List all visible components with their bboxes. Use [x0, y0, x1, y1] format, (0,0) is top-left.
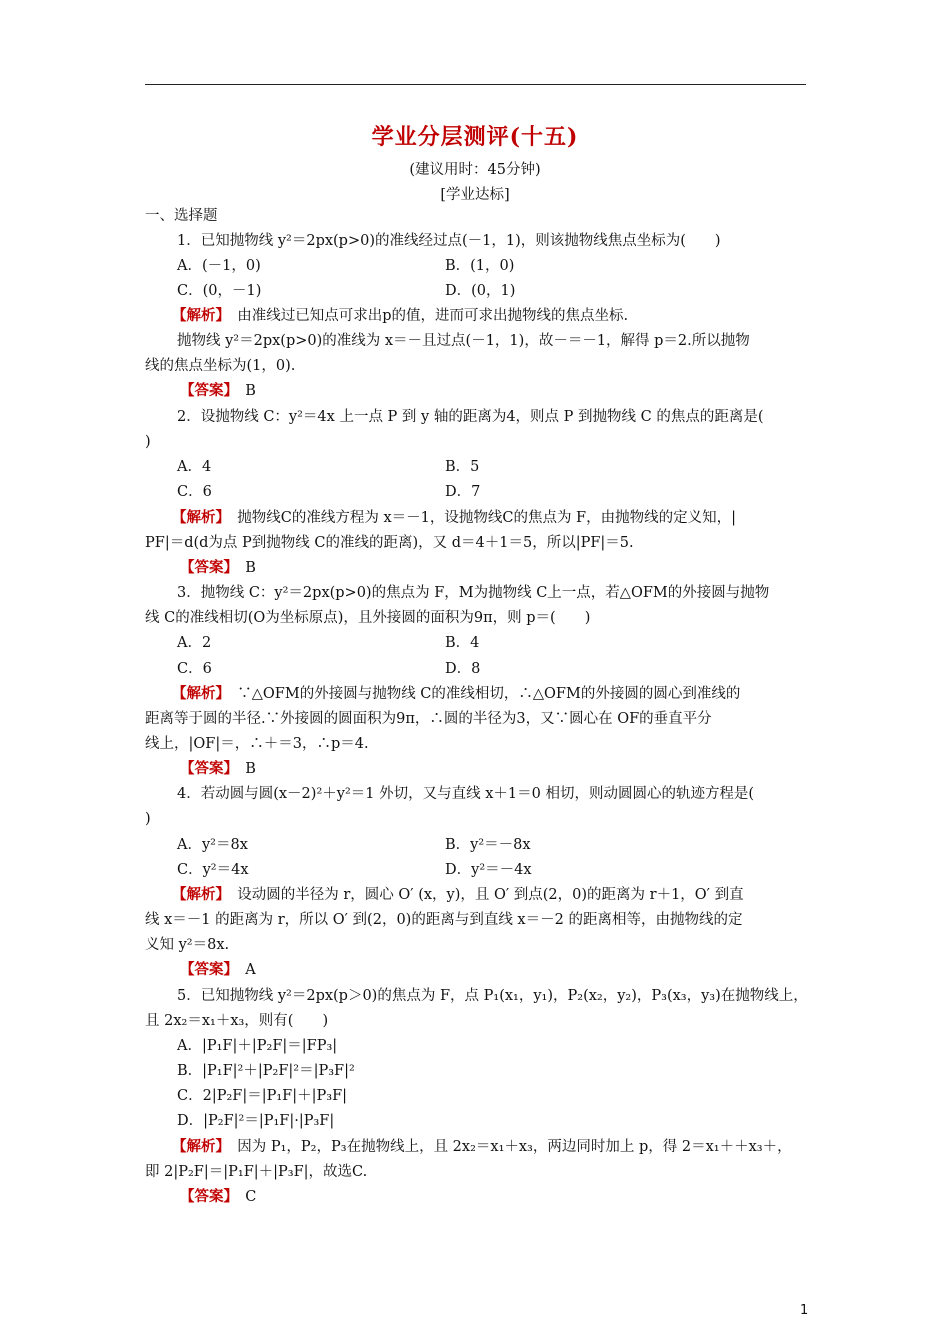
- q1-analysis-line3: 线的焦点坐标为(1，0).: [145, 358, 296, 374]
- q2-option-c: C．6: [177, 484, 212, 500]
- q2-answer: 【答案】 B: [180, 559, 256, 576]
- q3-option-c: C．6: [177, 661, 212, 677]
- q5-analysis-line2: 即 2|P₂F|＝|P₁F|＋|P₃F|，故选C.: [145, 1164, 368, 1180]
- page-number: 1: [800, 1303, 809, 1318]
- q3-stem-cont: 线 C的准线相切(O为坐标原点)，且外接圆的面积为9π，则 p＝( ): [145, 610, 591, 626]
- q5-answer: 【答案】 C: [180, 1188, 257, 1205]
- q3-option-a: A．2: [177, 635, 212, 651]
- q2-option-d: D．7: [445, 484, 481, 500]
- q4-analysis-line1: 【解析】 设动圆的半径为 r，圆心 O′ (x，y)，且 O′ 到点(2，0)的距离为 r＋1，O′ 到直: [172, 886, 744, 903]
- q5-option-a: A．|P₁F|＋|P₂F|＝|FP₃|: [177, 1038, 338, 1054]
- q3-option-d: D．8: [445, 661, 481, 677]
- part-heading: 一、选择题: [145, 208, 218, 224]
- q4-analysis-line3: 义知 y²＝8x.: [145, 937, 230, 953]
- q4-option-b: B．y²＝－8x: [445, 837, 531, 853]
- q2-stem: 2．设抛物线 C：y²＝4x 上一点 P 到 y 轴的距离为4，则点 P 到抛物线 C 的焦点的距离是(: [177, 409, 764, 425]
- analysis-tag: 【解析】: [172, 307, 223, 324]
- q1-option-a: A．(－1，0): [177, 258, 261, 274]
- q2-analysis-line2: PF|＝d(d为点 P到抛物线 C的准线的距离)，又 d＝4＋1＝5，所以|PF|＝5.: [145, 535, 634, 551]
- q4-option-a: A．y²＝8x: [177, 837, 248, 853]
- q2-stem-cont: ): [145, 434, 151, 450]
- q1-stem: 1．已知抛物线 y²＝2px(p>0)的准线经过点(－1，1)，则该抛物线焦点坐标为( ): [177, 233, 721, 249]
- q2-analysis-line1: 【解析】 抛物线C的准线方程为 x＝－1，设抛物线C的焦点为 F，由抛物线的定义知，|: [172, 509, 737, 526]
- q3-answer: 【答案】 B: [180, 760, 256, 777]
- q2-option-a: A．4: [177, 459, 212, 475]
- q1-answer: 【答案】 B: [180, 382, 256, 399]
- q4-option-c: C．y²＝4x: [177, 862, 249, 878]
- q3-option-b: B．4: [445, 635, 480, 651]
- q5-option-d: D．|P₂F|²＝|P₁F|·|P₃F|: [177, 1113, 335, 1129]
- q5-option-c: C．2|P₂F|＝|P₁F|＋|P₃F|: [177, 1088, 348, 1104]
- q3-analysis-line1: 【解析】 ∵△OFM的外接圆与抛物线 C的准线相切，∴△OFM的外接圆的圆心到准线的: [172, 685, 741, 702]
- q3-analysis-line3: 线上，|OF|＝，∴＋＝3，∴p＝4.: [145, 736, 369, 752]
- q5-stem-cont: 且 2x₂＝x₁＋x₃，则有( ): [145, 1013, 329, 1029]
- q3-analysis-line2: 距离等于圆的半径.∵外接圆的圆面积为9π，∴圆的半径为3，又∵圆心在 OF的垂直平分: [145, 711, 712, 727]
- q2-option-b: B．5: [445, 459, 480, 475]
- q4-stem-cont: ): [145, 811, 151, 827]
- q4-answer: 【答案】 A: [180, 961, 256, 978]
- q4-option-d: D．y²＝－4x: [445, 862, 532, 878]
- q5-analysis-line1: 【解析】 因为 P₁，P₂，P₃在抛物线上，且 2x₂＝x₁＋x₃，两边同时加上 p，得 2＝x₁＋＋x₃＋，: [172, 1138, 792, 1155]
- answer-tag: 【答案】: [180, 382, 231, 399]
- q1-option-b: B．(1，0): [445, 258, 515, 274]
- header-rule: [145, 84, 806, 85]
- q4-analysis-line2: 线 x＝－1 的距离为 r，所以 O′ 到(2，0)的距离与到直线 x＝－2 的距离相等，由抛物线的定: [145, 912, 743, 928]
- q3-stem: 3．抛物线 C：y²＝2px(p>0)的焦点为 F，M为抛物线 C上一点，若△OFM的外接圆与抛物: [177, 585, 770, 601]
- q1-option-c: C．(0，－1): [177, 283, 262, 299]
- section-label: [学业达标]: [440, 187, 510, 203]
- q5-stem: 5．已知抛物线 y²＝2px(p＞0)的焦点为 F，点 P₁(x₁，y₁)，P₂(x₂，y₂)，P₃(x₃，y₃)在抛物线上，: [177, 988, 808, 1004]
- page-title: 学业分层测评(十五): [371, 124, 579, 150]
- q5-option-b: B．|P₁F|²＋|P₂F|²＝|P₃F|²: [177, 1063, 355, 1079]
- q1-analysis-line1: 【解析】 由准线过已知点可求出p的值，进而可求出抛物线的焦点坐标.: [172, 307, 629, 324]
- q4-stem: 4．若动圆与圆(x－2)²＋y²＝1 外切，又与直线 x＋1＝0 相切，则动圆圆心的轨迹方程是(: [177, 786, 755, 802]
- q1-option-d: D．(0，1): [445, 283, 516, 299]
- time-hint: (建议用时：45分钟): [409, 162, 541, 178]
- q1-analysis-line2: 抛物线 y²＝2px(p>0)的准线为 x＝－且过点(－1，1)，故－＝－1，解得 p＝2.所以抛物: [177, 333, 750, 349]
